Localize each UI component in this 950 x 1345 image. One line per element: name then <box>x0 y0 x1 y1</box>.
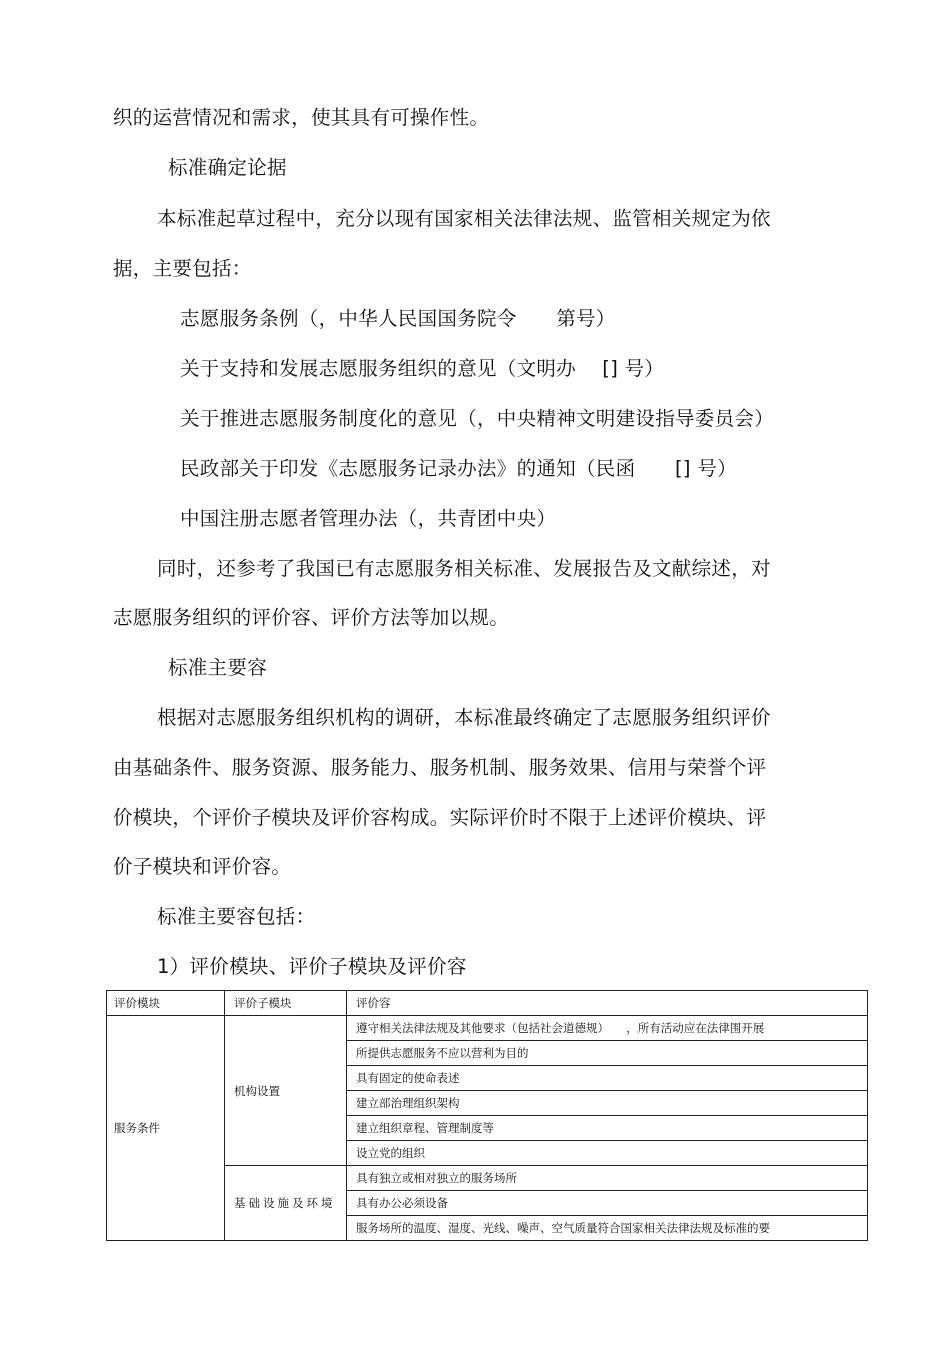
law-list-item: 关于支持和发展志愿服务组织的意见（文明办 [] 号） <box>180 357 665 380</box>
paragraph-line: 志愿服务组织的评价容、评价方法等加以规。 <box>113 606 510 629</box>
table-row <box>107 1016 868 1041</box>
content-cell: 建立组织章程、管理制度等 <box>347 1116 868 1141</box>
paragraph-line: 由基础条件、服务资源、服务能力、服务机制、服务效果、信用与荣誉个评 <box>113 756 767 779</box>
paragraph-line: 织的运营情况和需求，使其具有可操作性。 <box>113 106 490 129</box>
table-caption: 1）评价模块、评价子模块及评价容 <box>157 955 467 978</box>
content-cell: 遵守相关法律法规及其他要求（包括社会道德规） ，所有活动应在法律围开展 <box>347 1016 868 1041</box>
section-heading: 标准确定论据 <box>168 156 287 179</box>
paragraph-line: 价模块，个评价子模块及评价容构成。实际评价时不限于上述评价模块、评 <box>113 806 767 829</box>
paragraph-line: 据，主要包括： <box>113 257 252 280</box>
submodule-cell: 基础设施及环境 <box>225 1166 347 1241</box>
paragraph-line: 价子模块和评价容。 <box>113 855 292 878</box>
law-list-item: 中国注册志愿者管理办法（，共青团中央） <box>180 507 557 530</box>
law-list-item: 关于推进志愿服务制度化的意见（，中央精神文明建设指导委员会） <box>180 407 775 430</box>
header-content: 评价容 <box>347 991 868 1016</box>
content-cell: 所提供志愿服务不应以营利为目的 <box>347 1041 868 1066</box>
content-cell: 具有办公必须设备 <box>347 1191 868 1216</box>
submodule-cell: 机构设置 <box>225 1016 347 1166</box>
module-cell: 服务条件 <box>107 1016 225 1241</box>
law-list-item: 民政部关于印发《志愿服务记录办法》的通知（民函 [] 号） <box>180 457 737 480</box>
paragraph-line: 本标准起草过程中，充分以现有国家相关法律法规、监管相关规定为依 <box>157 207 771 230</box>
evaluation-table <box>106 990 868 1241</box>
paragraph-line: 根据对志愿服务组织机构的调研，本标准最终确定了志愿服务组织评价 <box>157 706 771 729</box>
law-list-item: 志愿服务条例（，中华人民国国务院令 第号） <box>180 307 616 330</box>
header-module: 评价模块 <box>107 991 225 1016</box>
content-cell: 设立党的组织 <box>347 1141 868 1166</box>
paragraph-line: 同时，还参考了我国已有志愿服务相关标准、发展报告及文献综述，对 <box>157 557 771 580</box>
paragraph-line: 标准主要容包括： <box>157 905 316 928</box>
content-cell: 具有独立或相对独立的服务场所 <box>347 1166 868 1191</box>
content-cell: 建立部治理组织架构 <box>347 1091 868 1116</box>
header-submodule: 评价子模块 <box>225 991 347 1016</box>
content-cell: 服务场所的温度、湿度、光线、噪声、空气质量符合国家相关法律法规及标准的要 <box>347 1216 868 1241</box>
content-cell: 具有固定的使命表述 <box>347 1066 868 1091</box>
table-header-row <box>107 991 868 1016</box>
section-heading: 标准主要容 <box>168 656 268 679</box>
